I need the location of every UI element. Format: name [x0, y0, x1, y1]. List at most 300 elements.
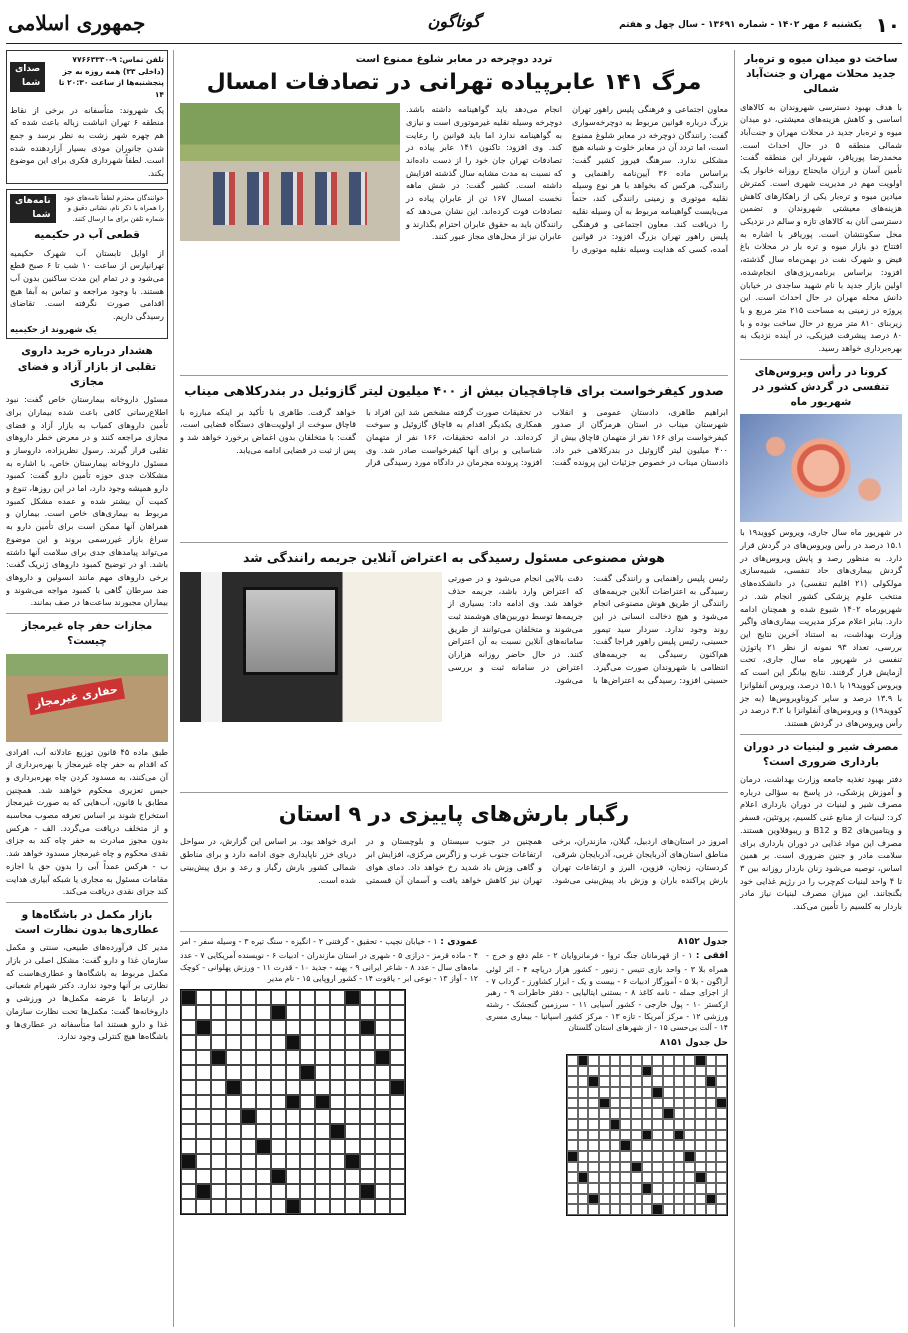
crossword-cell [567, 1066, 578, 1077]
crossword-cell [271, 1050, 286, 1065]
crossword-cell [390, 990, 405, 1005]
article-headline: هوش مصنوعی مسئول رسیدگی به اعتراض آنلاین جریمه رانندگی شد [180, 542, 728, 567]
crossword-cell [706, 1098, 717, 1109]
letter-headline: قطعی آب در حکیمیه [34, 229, 140, 242]
crossword-block-cell [330, 1124, 345, 1139]
crossword-cell [631, 1098, 642, 1109]
crossword-section [486, 936, 728, 1219]
crossword-cell [642, 1140, 653, 1151]
crossword-cell [211, 1109, 226, 1124]
crossword-cell [315, 1050, 330, 1065]
across-clues: ۱ - از قهرمانان جنگ تروا - فرمانروایان ۲ - علم دفع و خرج - همراه بلا ۳ - واحد بازی تنیس - زنبور - کشور هزار دریاچه ۴ - اثر لوئی آراگون - بلا ۵ - آموزگار ادبیات ۶ - بیست و یک - ابزار کشاورز - گرداب ۷ - از اجزای جمله - نامه کاغذ ۸ - بستنی ایتالیایی - دفتر خاطرات ۹ - رهبر ارکستر ۱۰ - پول خارجی - کشور آسیایی ۱۱ - سرزمین گنجشک - رشته ورزشی ۱۲ - مرکز آمریکا - تازه ۱۳ - مرکز کشور اسپانیا - بیماری مسری ۱۴ - آلت بی‌حسی ۱۵ - از شهرهای استان گلستان [486, 951, 728, 1033]
crossword-cell [241, 1139, 256, 1154]
article-body: در شهریور ماه سال جاری، ویروس کووید۱۹ با ۱۵.۱ درصد در رأس ویروس‌های در گردش قرار دارد. به منظور رصد و پایش ویروس‌های در گردش بیماری‌های حاد تنفسی، شبیه‌سازی مولکولی (۲۱ اقلیم تنفسی) در دانشکده‌های منتخب علوم پزشکی کشور انجام شد. در شهریورماه ۱۴۰۲ شیوع شده و همچنان ادامه دارد. بنابر اعلام مرکز مدیریت بیماری‌های واگیر وزارت بهداشت، به استناد آخرین نتایج این بررسی، تعداد ۹۳ نمونه از نظر ۲۱ پاتوژن تنفسی در شهریور ماه سال جاری، تحت آزمایش قرار گرفتند. نتایج بیانگر این است که ویروس کووید۱۹ با ۱۵.۱ درصد، ویروس آنفلوانزا با ۱۳.۹ درصد و سایر کروناویروس‌ها (به جز کووید۱۹) و ویروس‌های آنفلوانزا با ۳.۲ درصد در رأس ویروس‌های در گردش هستند. [740, 527, 902, 728]
crossword-cell [674, 1098, 685, 1109]
article-body: با هدف بهبود دسترسی شهروندان به کالاهای اساسی و کاهش هزینه‌های معیشتی، دو میدان میوه و تره‌بار جدید در محلات مهران و جنت‌آباد شمالی منطقه ۵ در حال احداث است. محمدرضا پوریاقر، شهردار این منطقه گفت: تأمین آسان و ارزان مایحتاج روزانه خانوار یک اولویت مهم در مدیریت شهری است. کمترش میادین میوه و تره‌بار یکی از راهکارهای کاهش هزینه‌های معیشتی شهروندان و تضمین دسترسی آنان به کالاهای تازه و سالم در نزدیکی محل سکونتشان است. پوریاقر با اشاره به افتتاح دو بازار میوه و تره بار در محلات باغ فیض و شهرک نفت در بهمن‌ماه سال گذشته، افزود: براساس برنامه‌ریزی‌های انجام‌شده، اولین بازار جدید با نام شهید ساجدی در خیابان دانش محله مهران در حال احداث است. این پروژه در زمینی به مساحت ۲۱۵ متر مربع و با زیربنای ۸۱۰ متر مربع در حال ساخت بوده و با ۸۰ درصد پیشرفت فیزیکی، در آینده نزدیک به بهره‌برداری خواهد رسید. [740, 101, 902, 354]
article-fake-drugs [6, 344, 168, 614]
crossword-cell [196, 1109, 211, 1124]
crossword-cell [642, 1098, 653, 1109]
crossword-cell [663, 1194, 674, 1205]
crossword-cell [631, 1140, 642, 1151]
article-body: طبق ماده ۴۵ قانون توزیع عادلانه آب، افرادی که اقدام به حفر چاه غیرمجاز یا بهره‌برداری از آن می‌کنند، به مسدود کردن چاه بهره‌برداری و حبس تعزیری محکوم خواهند شد. همچنین مطابق با قانون، آب‌هایی که به صورت غیرمجاز استخراج شوند بر اساس تعرفه مصوب محاسبه و از متخلف دریافت می‌گردد. الف - هرکس بدون مجوز مبادرت به حفر چاه کند به جزای نقدی محکوم و چاه غیرمجاز مسدود خواهد شد. ب - هرکس عمداً آبی را بدون حق یا اجازه مقامات مسئول به مجاری یا شبکه آبیاری هدایت کند جزای نقدی دریافت می‌کند. [6, 746, 168, 897]
crossword-cell [578, 1108, 589, 1119]
crossword-cell [226, 1005, 241, 1020]
contact-line: تلفن تماس: ۹-۷۷۶۶۳۳۳۰ (داخلی ۳۳) همه روزه به جز پنجشنبه‌ها از ساعت ۲۰:۳۰ تا ۱۴ [58, 55, 164, 99]
crossword-cell [300, 1080, 315, 1095]
down-label: عمودی : [440, 937, 478, 948]
crossword-cell [588, 1066, 599, 1077]
crossword-cell [390, 1169, 405, 1184]
crossword-cell [315, 1139, 330, 1154]
crossword-cell [315, 1184, 330, 1199]
crossword-cell [375, 1199, 390, 1214]
article-body: دفتر بهبود تغذیه جامعه وزارت بهداشت، درمان و آموزش پزشکی، در پاسخ به سؤالی درباره مصرف شیر و لبنیات در دوران بارداری اعلام کرد: لبنیات از منابع غنی کلسیم، پروتئین، فسفر و ویتامین‌های B2 و B12 و ریبوفلاوین هستند. مصرف این مواد غذایی در دوران بارداری برای سلامت مادر و جنین ضروری است. بر همین اساس، توصیه می‌شود زنان باردار روزانه بین ۳ تا ۴ واحد لبنیات کم‌چرب را در رژیم غذایی خود بگنجانند. این میزان مصرف لبنیات نیاز مادر باردار به کلسیم را تأمین می‌کند. [740, 774, 902, 912]
article-headline: مجازات حفر چاه غیرمجاز چیست؟ [21, 620, 153, 648]
crossword-cell [345, 1169, 360, 1184]
crossword-cell [256, 1124, 271, 1139]
crossword-cell [610, 1151, 621, 1162]
crossword-cell [652, 1108, 663, 1119]
crossword-cell [211, 1154, 226, 1169]
crossword-cell [196, 1095, 211, 1110]
crossword-cell [620, 1130, 631, 1141]
article-body: معاون اجتماعی و فرهنگی پلیس راهور تهران بزرگ درباره قوانین مربوط به دوچرخه‌سواری گفت: رانندگان دوچرخه در معابر شلوغ ممنوع است، اما تردد آن در معابر خلوت و شبانه هیچ مشکلی ندارد. سرهنگ فیروز کشیر گفت: براساس ماده ۳۶ آیین‌نامه راهنمایی و رانندگی، هرکس که بخواهد با هر نوع وسیله نقلیه موتوری و زمینی رانندگی کند، حتماً می‌بایست گواهینامه مربوط به آن وسیله نقلیه را دریافت کند. معاون اجتماعی و فرهنگی پلیس راهور تهران بزرگ افزود: در قوانین آمده، کسی که هدایت وسیله نقلیه موتوری را انجام می‌دهد باید گواهینامه داشته باشد. دوچرخه وسیله نقلیه غیرموتوری است و نیازی به گواهینامه ندارد اما باید قوانین را رعایت کند. وی افزود: تاکنون ۱۴۱ عابر پیاده در تصادفات تهران جان خود را از دست داده‌اند که نسبت به مدت مشابه سال گذشته افزایش داشته است. کشیر گفت: در شش ماهه نخست امسال ۱۶۷ تن از عابران پیاده در تصادفات فوت کرده‌اند. این نشان می‌دهد که رانندگان باید به حقوق عابران احترام بگذارند و عابران نیز از محل‌های مجاز عبور کنند. [406, 104, 728, 254]
crossword-cell [610, 1183, 621, 1194]
crossword-cell [315, 1005, 330, 1020]
crossword-cell [226, 1139, 241, 1154]
crossword-cell [642, 1119, 653, 1130]
crossword-block-cell [674, 1130, 685, 1141]
crossword-cell [330, 1095, 345, 1110]
crossword-cell [286, 1005, 301, 1020]
crossword-cell [684, 1055, 695, 1066]
crossword-cell [652, 1098, 663, 1109]
crossword-cell [375, 1080, 390, 1095]
crossword-cell [663, 1076, 674, 1087]
crossword-cell [345, 1184, 360, 1199]
crossword-cell [211, 1139, 226, 1154]
crossword-cell [674, 1162, 685, 1173]
article-headline: هشدار درباره خرید داروی تقلبی از بازار آزاد و فضای مجازی [17, 345, 157, 388]
crossword-cell [578, 1119, 589, 1130]
crossword-cell [345, 1139, 360, 1154]
crossword-cell [241, 1154, 256, 1169]
crossword-cell [300, 1199, 315, 1214]
crossword-cell [716, 1183, 727, 1194]
crossword-cell [684, 1172, 695, 1183]
crossword-block-cell [181, 990, 196, 1005]
crossword-cell [300, 1169, 315, 1184]
crossword-cell [695, 1151, 706, 1162]
crossword-cell [578, 1098, 589, 1109]
crossword-cell [684, 1140, 695, 1151]
crossword-cell [390, 1184, 405, 1199]
crossword-cell [345, 1050, 360, 1065]
crossword-cell [610, 1098, 621, 1109]
crossword-block-cell [300, 1065, 315, 1080]
crossword-cell [631, 1087, 642, 1098]
crossword-cell [663, 1162, 674, 1173]
crossword-cell [620, 1204, 631, 1215]
traffic-camera-photo [180, 572, 442, 722]
crossword-cell [181, 1020, 196, 1035]
crossword-cell [360, 1080, 375, 1095]
crossword-cell [610, 1162, 621, 1173]
article-body: رئیس پلیس راهنمایی و رانندگی گفت: رسیدگی به اعتراضات آنلاین جریمه‌های رانندگی از طریق هوش مصنوعی انجام می‌شود و هیچ دخالت انسانی در این روند وجود ندارد. سردار سید تیمور حسینی، رئیس پلیس راهور فراجا گفت: هم‌اکنون رسیدگی به جریمه‌های انتظامی با شهروندان صورت می‌گیرد. حسینی افزود: رسیدگی به اعتراض‌ها با دقت بالایی انجام می‌شود و در صورتی که اعتراض وارد باشد، جریمه حذف خواهد شد. وی ادامه داد: بسیاری از جریمه‌ها توسط دوربین‌های هوشمند ثبت می‌شوند و متخلفان می‌توانند از طریق سامانه‌های آنلاین نسبت به آن اعتراض کنند. در حال حاضر روزانه هزاران اعتراض در سامانه ثبت و بررسی می‌شود. [448, 572, 728, 685]
crossword-block-cell [390, 1080, 405, 1095]
crossword-cell [300, 1050, 315, 1065]
crossword-cell [345, 1095, 360, 1110]
crossword-cell [196, 1050, 211, 1065]
crossword-cell [375, 1005, 390, 1020]
crossword-cell [610, 1055, 621, 1066]
crossword-cell [674, 1108, 685, 1119]
crossword-cell [390, 1154, 405, 1169]
across-label: افقی : [695, 951, 728, 962]
crossword-cell [631, 1108, 642, 1119]
crossword-cell [330, 1005, 345, 1020]
crossword-cell [345, 1109, 360, 1124]
crossword-cell [375, 1139, 390, 1154]
crossword-block-cell [652, 1204, 663, 1215]
crossword-cell [578, 1162, 589, 1173]
crossword-block-cell [716, 1098, 727, 1109]
crossword-cell [375, 1035, 390, 1050]
crossword-cell [652, 1162, 663, 1173]
crossword-cell [588, 1087, 599, 1098]
crossword-block-cell [642, 1066, 653, 1077]
crossword-cell [360, 1065, 375, 1080]
crossword-cell [663, 1066, 674, 1077]
crossword-cell [610, 1076, 621, 1087]
crossword-cell [226, 1124, 241, 1139]
crossword-cell [663, 1151, 674, 1162]
article-fruit-markets [740, 52, 902, 360]
crossword-cell [181, 1050, 196, 1065]
crossword-cell [345, 1080, 360, 1095]
crossword-cell [345, 1035, 360, 1050]
crossword-cell [652, 1119, 663, 1130]
crossword-cell [695, 1162, 706, 1173]
crossword-cell [360, 1124, 375, 1139]
crossword-cell [652, 1076, 663, 1087]
crossword-cell [256, 1184, 271, 1199]
crossword-grid [180, 989, 406, 1215]
crossword-block-cell [196, 1020, 211, 1035]
article-ai-fines [180, 542, 728, 786]
crossword-cell [226, 1065, 241, 1080]
crossword-block-cell [226, 1080, 241, 1095]
article-fuel-smuggling [180, 375, 728, 535]
crossword-cell [345, 1020, 360, 1035]
crossword-cell [706, 1066, 717, 1077]
crossword-cell [256, 1199, 271, 1214]
crossword-cell [286, 1109, 301, 1124]
article-pedestrians [180, 52, 728, 369]
letters-box [6, 189, 168, 340]
crossword-cell [256, 1035, 271, 1050]
crossword-cell [567, 1162, 578, 1173]
crossword-cell [620, 1172, 631, 1183]
crossword-block-cell [695, 1172, 706, 1183]
crossword-cell [300, 1154, 315, 1169]
article-body: امروز در استان‌های اردبیل، گیلان، مازندران، برخی مناطق استان‌های آذربایجان غربی، آذربایجان شرقی، کردستان، زنجان، قزوین، البرز و ارتفاعات تهران بارش پراکنده باران و وزش باد پیش‌بینی می‌شود. همچنین در جنوب سیستان و بلوچستان و در ارتفاعات جنوب غرب و زاگرس مرکزی، افزایش ابر و گاهی وزش باد شدید رخ خواهد داد. دمای هوای تهران نیز کاهش خواهد یافت و آسمان آن قسمتی ابری خواهد بود. بر اساس این گزارش، در سواحل دریای خزر ناپایداری جوی ادامه دارد و برای مناطق شمالی کشور بارش رگبار و رعد و برق پیش‌بینی شده است. [180, 836, 728, 885]
crossword-block-cell [706, 1076, 717, 1087]
crossword-cell [360, 1095, 375, 1110]
crossword-cell [567, 1204, 578, 1215]
center-column [180, 50, 728, 1327]
crossword-cell [620, 1087, 631, 1098]
crossword-cell [716, 1194, 727, 1205]
crossword-cell [256, 1020, 271, 1035]
issue-date-line: یکشنبه ۶ مهر ۱۴۰۲ - شماره ۱۳۶۹۱ - سال چهل و هفتم [619, 20, 862, 30]
crossword-cell [241, 1065, 256, 1080]
crossword-cell [588, 1140, 599, 1151]
crossword-block-cell [578, 1172, 589, 1183]
crossword-cell [588, 1162, 599, 1173]
crossword-cell [706, 1204, 717, 1215]
crossword-cell [196, 1169, 211, 1184]
crossword-cell [390, 1050, 405, 1065]
crossword-cell [567, 1076, 578, 1087]
crossword-cell [300, 1005, 315, 1020]
article-body: ابراهیم طاهری، دادستان عمومی و انقلاب شهرستان میناب در استان هرمزگان از صدور کیفرخواست برای ۱۶۶ نفر از متهمان قاچاق بیش از ۴۰۰ میلیون لیتر گازوئیل در بندرکلاهی خبر داد. دادستان میناب در خصوص جزئیات این پرونده گفت: در تحقیقات صورت گرفته مشخص شد این افراد با همکاری یکدیگر اقدام به قاچاق گازوئیل و سوخت کرده‌اند. در ادامه تحقیقات، ۱۶۶ نفر از متهمان شناسایی و برای آنها کیفرخواست صادر شد. وی افزود: پرونده مجرمان در دادگاه مورد رسیدگی قرار خواهد گرفت. طاهری با تأکید بر اینکه مبارزه با قاچاق سوخت از اولویت‌های دستگاه قضایی است، گفت: با متخلفان بدون اغماض برخورد خواهد شد و پس از ثبت در قضایی ادامه می‌یابد. [180, 406, 728, 468]
crossword-cell [315, 1109, 330, 1124]
left-column [6, 50, 174, 1327]
crossword-cell [256, 1154, 271, 1169]
down-clues: ۱ - خیابان نجیب - تحقیق - گرفتنی ۲ - انگیزه - سنگ تیره ۳ - وسیله سفر - امر ۴ - ماده قرمز - درازی ۵ - شهری در استان مازندران - ادبیات ۶ - نویسنده آمریکایی ۷ - عدد ماه‌های سال - عدد ۸ - شاعر ایرانی ۹ - پهنه - جدید ۱۰ - قدرت ۱۱ - ورزش پهلوانی - کوچک ۱۲ - آواز ۱۳ - نوعی ابر - یاقوت ۱۴ - کشور اروپایی ۱۵ - نام مدیر [180, 937, 478, 984]
crossword-cell [695, 1066, 706, 1077]
crossword-cell [196, 990, 211, 1005]
article-body: مدیر کل فرآورده‌های طبیعی، سنتی و مکمل سازمان غذا و دارو گفت: مشکل اصلی در بازار مکمل مربوط به باشگاه‌ها و عطاری‌هاست که نظارتی بر آنها وجود ندارد. دکتر شهرام شعبانی در ارتباط با عرضه مکمل‌ها در ورزشی و داروخانه‌ها گفت: مکمل‌ها تحت نظارت سازمان غذا و دارو هستند اما متأسفانه در عطاری‌ها و باشگاه‌ها هیچ کنترلی وجود ندارد. [6, 942, 168, 1042]
crossword-cell [345, 1065, 360, 1080]
solution-title: حل جدول ۸۱۵۱ [660, 1038, 728, 1049]
crossword-cell [330, 1065, 345, 1080]
crossword-cell [226, 1050, 241, 1065]
crossword-cell [567, 1183, 578, 1194]
letters-note: خوانندگان محترم لطفاً نامه‌های خود را همراه با ذکر نام، نشانی دقیق و شماره تلفن برای ما ارسال کنند. [63, 193, 164, 223]
article-headline: صدور کیفرخواست برای قاچاقچیان بیش از ۴۰۰ میلیون لیتر گازوئیل در بندرکلاهی میناب [180, 375, 728, 400]
crossword-cell [286, 1154, 301, 1169]
crossword-cell [652, 1055, 663, 1066]
crossword-cell [578, 1194, 589, 1205]
crossword-cell [181, 1080, 196, 1095]
crossword-cell [599, 1076, 610, 1087]
crossword-cell [663, 1055, 674, 1066]
crossword-cell [663, 1130, 674, 1141]
crossword-cell [315, 1065, 330, 1080]
crossword-cell [196, 1065, 211, 1080]
crossword-cell [567, 1055, 578, 1066]
crossword-cell [286, 1080, 301, 1095]
crossword-block-cell [706, 1194, 717, 1205]
crossword-cell [642, 1162, 653, 1173]
crossword-block-cell [241, 1109, 256, 1124]
crossword-cell [706, 1183, 717, 1194]
crossword-cell [674, 1204, 685, 1215]
crossword-cell [620, 1098, 631, 1109]
virus-photo [740, 414, 902, 522]
crossword-block-cell [360, 1020, 375, 1035]
crossword-cell [674, 1151, 685, 1162]
article-kicker: تردد دوچرخه در معابر شلوغ ممنوع است [355, 54, 553, 65]
crossword-cell [620, 1183, 631, 1194]
crossword-cell [330, 1080, 345, 1095]
crossword-cell [226, 990, 241, 1005]
crossword-cell [286, 1184, 301, 1199]
lead-headline: مرگ ۱۴۱ عابرپیاده تهرانی در تصادفات امسال [206, 69, 702, 95]
crossword-cell [181, 1199, 196, 1214]
crossword-cell [599, 1204, 610, 1215]
crossword-cell [599, 1162, 610, 1173]
crossword-block-cell [181, 1154, 196, 1169]
crossword-cell [620, 1162, 631, 1173]
crossword-cell [241, 1005, 256, 1020]
crossword-cell [716, 1130, 727, 1141]
crossword-cell [271, 1154, 286, 1169]
crossword-block-cell [610, 1119, 621, 1130]
crossword-cell [271, 1080, 286, 1095]
crossword-block-cell [620, 1140, 631, 1151]
crossword-cell [588, 1204, 599, 1215]
crossword-cell [652, 1172, 663, 1183]
crossword-cell [360, 1154, 375, 1169]
crossword-cell [360, 1005, 375, 1020]
crossword-cell [588, 1183, 599, 1194]
crossword-cell [271, 1139, 286, 1154]
crossword-cell [610, 1140, 621, 1151]
crossword-cell [271, 1109, 286, 1124]
crossword-block-cell [286, 1035, 301, 1050]
crossword-block-cell [196, 1184, 211, 1199]
illegal-well-photo [6, 654, 168, 742]
crossword-cell [567, 1130, 578, 1141]
crossword-cell [663, 1140, 674, 1151]
crossword-cell [375, 990, 390, 1005]
crossword-cell [315, 1199, 330, 1214]
crossword-block-cell [345, 1154, 360, 1169]
sedaye-shoma-label: صدای شما [10, 62, 45, 92]
crossword-cell [716, 1119, 727, 1130]
crossword-cell [256, 1005, 271, 1020]
crossword-cell [256, 1050, 271, 1065]
crossword-cell [271, 1184, 286, 1199]
crossword-cell [652, 1066, 663, 1077]
crossword-cell [642, 1108, 653, 1119]
crossword-cell [330, 1169, 345, 1184]
page-header [6, 6, 902, 44]
crossword-cell [674, 1087, 685, 1098]
crossword-cell [706, 1130, 717, 1141]
crossword-cell [211, 1199, 226, 1214]
crossword-cell [663, 1204, 674, 1215]
crossword-cell [196, 1124, 211, 1139]
crossword-cell [315, 990, 330, 1005]
crossword-cell [663, 1183, 674, 1194]
crossword-cell [360, 990, 375, 1005]
crossword-cell [674, 1172, 685, 1183]
crossword-cell [330, 1050, 345, 1065]
crossword-cell [196, 1080, 211, 1095]
crossword-cell [684, 1183, 695, 1194]
crossword-cell [631, 1130, 642, 1141]
crossword-cell [695, 1194, 706, 1205]
crossword-cell [620, 1119, 631, 1130]
crossword-cell [330, 1184, 345, 1199]
crossword-cell [375, 1124, 390, 1139]
cyclists-photo [180, 103, 400, 241]
crossword-cell [241, 1080, 256, 1095]
crossword-cell [256, 1109, 271, 1124]
crossword-cell [695, 1076, 706, 1087]
crossword-cell [375, 1184, 390, 1199]
crossword-cell [706, 1162, 717, 1173]
illegal-drilling-sign: حفاری غیرمجاز [27, 677, 125, 714]
crossword-cell [315, 1035, 330, 1050]
crossword-cell [226, 1154, 241, 1169]
article-headline: کرونا در رأس ویروس‌های تنفسی در گردش کشور در شهریور ماه [752, 365, 890, 409]
letter-body: از اوایل تابستان آب شهرک حکیمیه تهرانپارس از ساعت ۱۰ شب تا ۶ صبح قطع می‌شود و در تمام این مدت ساکنین بدون آب هستند. با وجود مراجعه و تماس به آبفا هیچ اقدامی صورت نگرفته است. تقاضای رسیدگی داریم. [10, 247, 164, 322]
crossword-block-cell [599, 1098, 610, 1109]
crossword-cell [300, 1124, 315, 1139]
crossword-cell [241, 1184, 256, 1199]
crossword-cell [360, 1035, 375, 1050]
crossword-cell [300, 1109, 315, 1124]
crossword-cell [684, 1066, 695, 1077]
crossword-cell [652, 1194, 663, 1205]
crossword-cell [315, 1020, 330, 1035]
crossword-cell [578, 1076, 589, 1087]
crossword-cell [652, 1151, 663, 1162]
crossword-cell [706, 1119, 717, 1130]
crossword-cell [588, 1119, 599, 1130]
crossword-cell [181, 1109, 196, 1124]
crossword-cell [620, 1055, 631, 1066]
crossword-cell [181, 1124, 196, 1139]
crossword-cell [674, 1119, 685, 1130]
crossword-cell [588, 1055, 599, 1066]
crossword-cell [716, 1172, 727, 1183]
crossword-cell [695, 1130, 706, 1141]
crossword-cell [674, 1055, 685, 1066]
crossword-cell [695, 1087, 706, 1098]
crossword-block-cell [578, 1055, 589, 1066]
crossword-cell [674, 1076, 685, 1087]
crossword-cell [674, 1066, 685, 1077]
crossword-cell [330, 1035, 345, 1050]
crossword-cell [567, 1108, 578, 1119]
crossword-cell [241, 1050, 256, 1065]
crossword-cell [226, 1035, 241, 1050]
crossword-cell [390, 1035, 405, 1050]
crossword-cell [610, 1130, 621, 1141]
crossword-cell [599, 1055, 610, 1066]
crossword-cell [620, 1194, 631, 1205]
letter-signature: یک شهروند از حکیمیه [10, 323, 97, 334]
crossword-block-cell [642, 1183, 653, 1194]
crossword-cell [286, 1169, 301, 1184]
crossword-cell [271, 990, 286, 1005]
crossword-main [180, 936, 478, 1219]
newspaper-masthead: جمهوری اسلامی [8, 11, 146, 35]
crossword-cell [196, 1199, 211, 1214]
crossword-cell [684, 1076, 695, 1087]
crossword-cell [181, 1005, 196, 1020]
crossword-cell [300, 990, 315, 1005]
crossword-cell [684, 1162, 695, 1173]
crossword-cell [652, 1140, 663, 1151]
crossword-block-cell [567, 1151, 578, 1162]
